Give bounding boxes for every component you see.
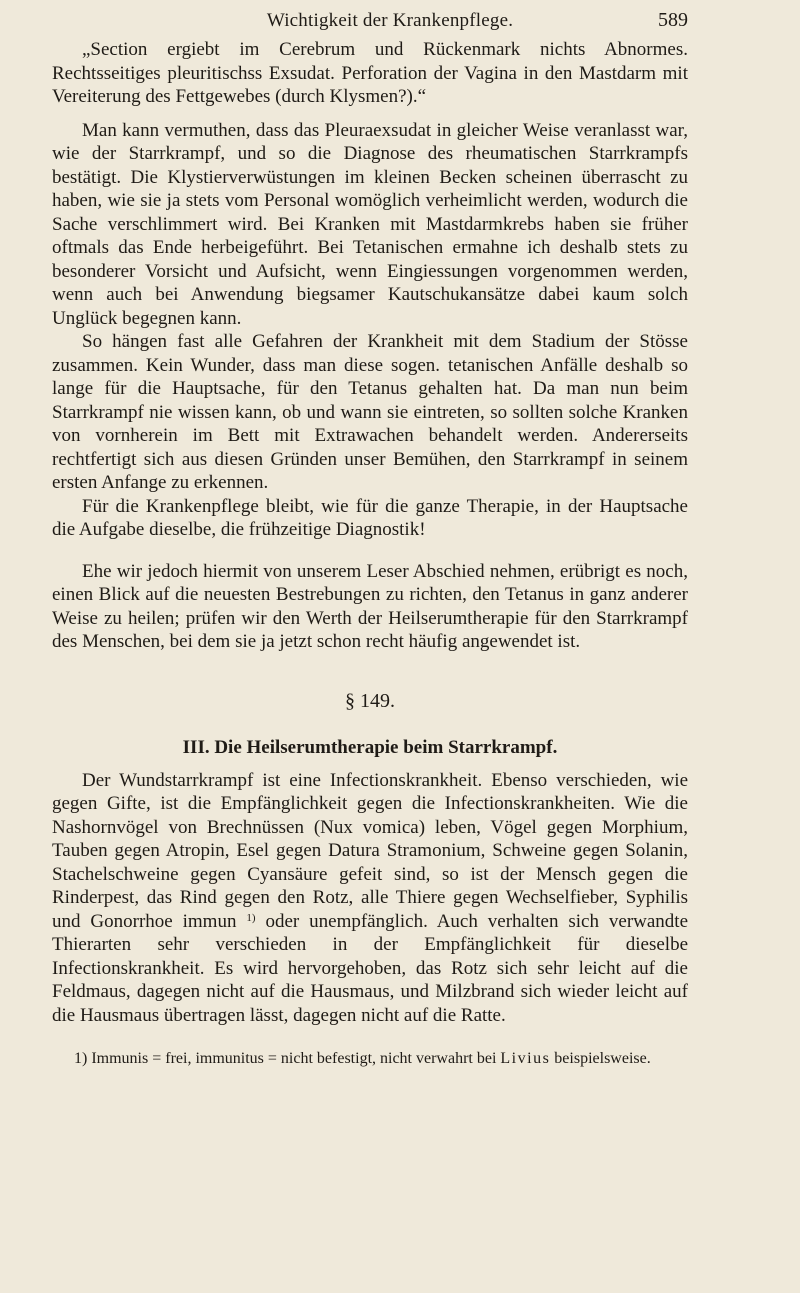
section-title: III. Die Heilserumtherapie beim Starrkrampf.	[182, 736, 558, 758]
section-number: § 149.	[345, 689, 395, 712]
page-number: 589	[658, 9, 688, 31]
paragraph-text: oder unempfänglich. Auch verhalten sich verwandte Thierarten sehr verschieden in der Empfänglichkeit für dieselbe Infectionskrankheit. Es wird hervorgehoben, das Rotz sich sehr leicht auf die Feldmaus, dagegen nicht auf die Hausmaus, und Milzbrand sich wieder leicht auf die Hausmaus übertragen lässt, dagegen nicht auf die Ratte.	[52, 910, 689, 1026]
paragraph: Man kann vermuthen, dass das Pleuraexsudat in gleicher Weise veranlasst war, wie der Starrkrampf, und so die Diagnose des rheumatischen Starrkrampfs bestätigt. Die Klystierverwüstungen im kleinen Becken scheinen überrascht zu haben, wie sie ja stets vom Personal womöglich verheimlicht werden, wodurch die Sache verschlimmert wird. Bei Kranken mit Mastdarmkrebs haben sie früher oftmals das Ende herbeigeführt. Bei Tetanischen ermahne ich deshalb stets zu besonderer Vorsicht und Aufsicht, wenn Eingiessungen vorgenommen werden, wenn auch bei Anwendung biegsamer Kautschukansätze dabei kaum solch Unglück begegnen kann.	[52, 119, 688, 329]
running-head	[52, 0, 688, 36]
footnote-reference: 1)	[246, 911, 256, 924]
footnote-author: Livius	[500, 1050, 551, 1067]
paragraph: So hängen fast alle Gefahren der Krankheit mit dem Stadium der Stösse zusammen. Kein Wunder, dass man diese sogen. tetanischen Anfälle deshalb so lange für die Hauptsache, für den Tetanus gehalten hat. Da man nun beim Starrkrampf nie wissen kann, ob und wann sie eintreten, so sollten solche Kranken von vornherein im Bett mit Extrawachen behandelt werden. Andererseits rechtfertigt sich aus diesen Gründen unser Bemühen, den Starrkrampf in seinem ersten Anfange zu erkennen.	[52, 331, 688, 493]
paragraph-text: Der Wundstarrkrampf ist eine Infectionskrankheit. Ebenso verschieden, wie gegen Gifte, ist die Empfänglichkeit gegen die Infectionskrankheiten. Wie die Nashornvögel von Brechnüssen (Nux vomica) leben, Vögel gegen Morphium, Tauben gegen Atropin, Esel gegen Datura Stramonium, Schweine gegen Solanin, Stachelschweine gegen Cyansäure gefeit sind, so ist der Mensch gegen die Rinderpest, das Rind gegen den Rotz, alle Thiere gegen Wechselfieber, Syphilis und Gonorrhoe immun	[52, 769, 688, 932]
body-text	[52, 38, 688, 1069]
running-title: Wichtigkeit der Krankenpflege.	[266, 10, 514, 31]
footnote-text: beispielsweise.	[550, 1050, 651, 1067]
paragraph-quote: „Section ergiebt im Cerebrum und Rückenmark nichts Abnormes. Rechtsseitiges pleuritischss Exsudat. Perforation der Vagina in den Mastdarm mit Vereiterung des Fettgewebes (durch Klysmen?).“	[52, 39, 688, 107]
footnote-text: Immunis = frei, immunitus = nicht befestigt, nicht verwahrt bei	[87, 1050, 501, 1067]
footnote-mark: 1)	[74, 1050, 88, 1067]
paragraph	[52, 769, 688, 1028]
footnote	[52, 1049, 688, 1069]
paragraph: Für die Krankenpflege bleibt, wie für die ganze Therapie, in der Hauptsache die Aufgabe dieselbe, die frühzeitige Diagnostik!	[52, 495, 688, 540]
paragraph: Ehe wir jedoch hiermit von unserem Leser Abschied nehmen, erübrigt es noch, einen Blick auf die neuesten Bestrebungen zu richten, den Tetanus in ganz anderer Weise zu heilen; prüfen wir den Werth der Heilserumtherapie für den Starrkrampf des Menschen, bei dem sie ja jetzt schon recht häufig angewendet ist.	[52, 560, 688, 652]
